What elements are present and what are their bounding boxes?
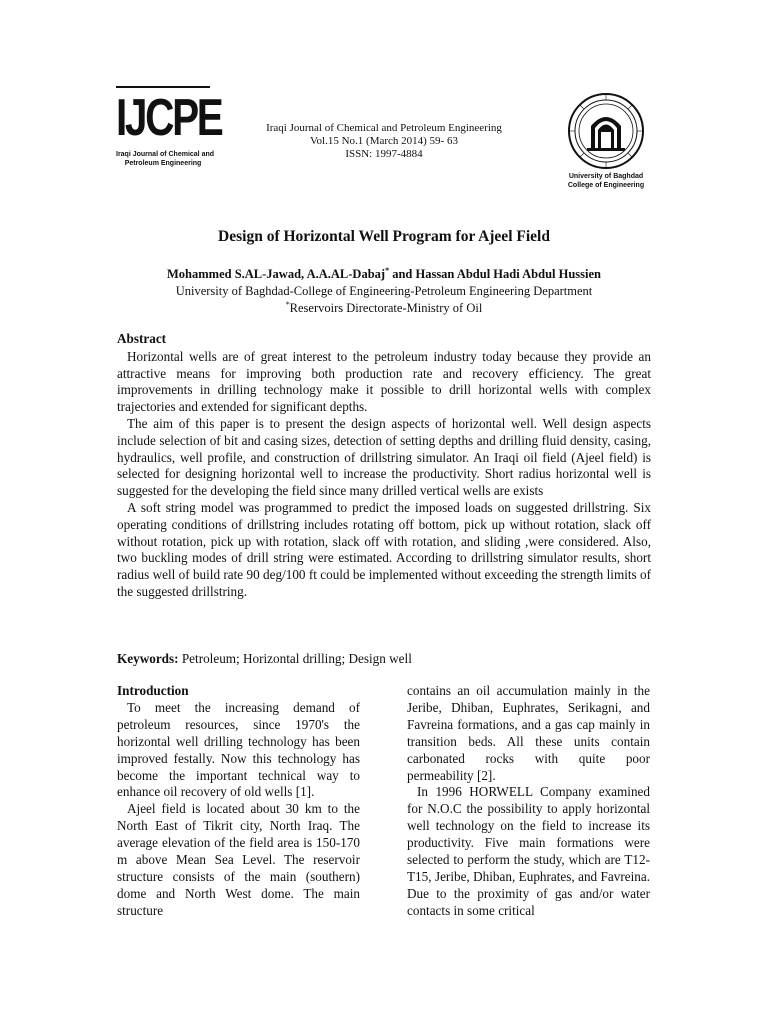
authors-part-2: and Hassan Abdul Hadi Abdul Hussien xyxy=(389,267,601,281)
abstract-paragraph-1: Horizontal wells are of great interest to the petroleum industry today because they provide an attractive means for improving both production rate and recovery efficiency. The great improvements in drilling technology make it possible to drill horizontal wells with complex trajectories and extended for significant depths. xyxy=(117,348,651,415)
journal-issn: ISSN: 1997-4884 xyxy=(345,148,423,160)
affiliation-2: Reservoirs Directorate-Ministry of Oil xyxy=(289,301,483,315)
affiliation-2-line xyxy=(0,300,768,317)
journal-info xyxy=(230,122,538,161)
keywords-label: Keywords: xyxy=(117,651,179,666)
introduction-paragraph-2: Ajeel field is located about 30 km to the North East of Tikrit city, North Iraq. The average elevation of the field area is 150-170 m above Mean Sea Level. The reservoir structure consists of the main (southern) dome and North West dome. The main structure xyxy=(117,801,360,918)
seal-caption xyxy=(566,172,646,190)
keywords-line xyxy=(117,650,651,667)
journal-logo xyxy=(116,86,222,168)
seal-caption-line-1: University of Baghdad xyxy=(568,173,644,180)
seal-caption-line-2: College of Engineering xyxy=(567,182,645,189)
keywords-text: Petroleum; Horizontal drilling; Design well xyxy=(178,651,412,666)
logo-subtitle-line-2: Petroleum Engineering xyxy=(124,160,202,167)
abstract-section xyxy=(117,331,651,601)
logo-subtitle-line-1: Iraqi Journal of Chemical and xyxy=(116,151,215,158)
abstract-paragraph-3: A soft string model was programmed to predict the imposed loads on suggested drillstring. Six operating conditions of drillstring includes rotating off bottom, pick up without rotation, slack off without rotation, pick up with rotation, slack off with rotation, and sliding ,were considered. Also, two buckling modes of drill string were estimated. According to drillstring simulator results, short radius well of build rate 90 deg/100 ft could be implemented without exceeding the strength limits of the suggested drillstring. xyxy=(117,499,651,599)
affiliation-1: University of Baghdad-College of Engineering-Petroleum Engineering Department xyxy=(175,284,593,298)
author-block xyxy=(0,266,768,317)
paper-title: Design of Horizontal Well Program for Ajeel Field xyxy=(218,228,550,245)
introduction-heading: Introduction xyxy=(117,683,189,698)
logo-subtitle xyxy=(116,150,215,168)
logo-rule xyxy=(116,86,210,88)
introduction-paragraph-1: To meet the increasing demand of petroleum resources, since 1970's the horizontal well drilling technology has been improved festally. Now this technology has become the important technical way to enhance oil recovery of old wells [1]. xyxy=(117,699,360,800)
abstract-heading: Abstract xyxy=(117,331,167,346)
journal-volume: Vol.15 No.1 (March 2014) 59- 63 xyxy=(310,135,458,147)
authors-affiliation-mark: * xyxy=(385,265,390,275)
column-left xyxy=(117,683,360,920)
affiliation-2-mark: * xyxy=(285,299,290,309)
column-right xyxy=(407,683,650,920)
university-seal-icon xyxy=(567,92,645,170)
journal-name: Iraqi Journal of Chemical and Petroleum Engineering xyxy=(266,122,502,134)
introduction-paragraph-3: contains an oil accumulation mainly in the Jeribe, Dhiban, Euphrates, Serikagni, and Favreina formations, and a gas cap mainly in transition beds. All these units contain carbonated rocks with quite poor permeability [2]. xyxy=(407,683,650,783)
author-names xyxy=(0,266,768,283)
university-seal xyxy=(566,92,646,190)
introduction-paragraph-4: In 1996 HORWELL Company examined for N.O.C the possibility to apply horizontal well technology on the field to increase its productivity. Five main formations were selected to perform the study, which are T12-T15, Jeribe, Dhiban, Euphrates, and Favreina. Due to the proximity of gas and/or water contacts in some critical xyxy=(407,784,650,918)
abstract-paragraph-2: The aim of this paper is to present the design aspects of horizontal well. Well design aspects include selection of bit and casing sizes, detection of setting depths and drilling fluid density, casing, hydraulics, well profile, and construction of drillstring simulator. An Iraqi oil field (Ajeel field) is selected for designing horizontal well to increase the productivity. Short radius horizontal well is suggested for the developing the field since many drilled vertical wells are exists xyxy=(117,415,651,499)
logo-wordmark: IJCPE xyxy=(116,89,222,147)
authors-part-1: Mohammed S.AL-Jawad, A.A.AL-Dabaj xyxy=(167,267,386,281)
